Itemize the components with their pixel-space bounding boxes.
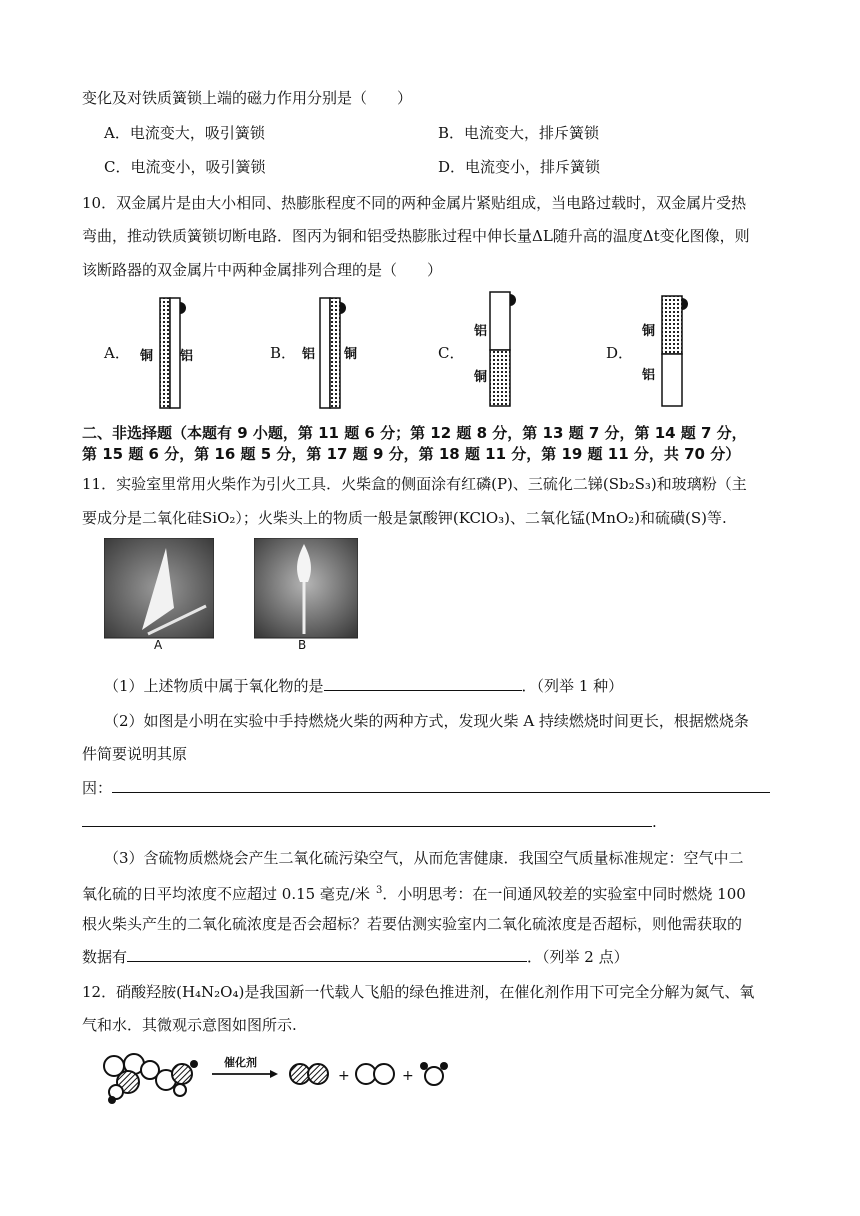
q11-part-1: [104, 676, 623, 696]
q12-reaction-diagram: [100, 1052, 450, 1106]
match-photo-b: [254, 538, 358, 650]
q11-part-3-data-label: 数据有: [82, 948, 128, 966]
q10-fig-b-left-metal: 铝: [302, 347, 316, 362]
q11-part-3-line-4: [82, 947, 629, 967]
q9-option-a[interactable]: A．电流变大，吸引簧锁: [104, 124, 265, 142]
q10-bimetal-c: [488, 290, 528, 410]
match-photo-a-label: A: [154, 638, 163, 650]
q11-part-2-line-3: [82, 778, 770, 798]
q10-fig-b-label[interactable]: B．: [270, 344, 297, 362]
q10-fig-d-top-metal: 铜: [642, 324, 656, 339]
q11-part-2-line-1: （2）如图是小明在实验中手持燃烧火柴的两种方式，发现火柴 A 持续燃烧时间更长，根据燃烧条: [104, 712, 749, 730]
q11-line-1: 11．实验室里常用火柴作为引火工具．火柴盒的侧面涂有红磷(P)、三硫化二锑(Sb₂S₃)和玻璃粉（主: [82, 475, 747, 493]
q10-line-3: 该断路器的双金属片中两种金属排列合理的是（ ）: [82, 261, 443, 279]
q10-line-2: 弯曲，推动铁质簧锁切断电路．图丙为铜和铝受热膨胀过程中伸长量ΔL随升高的温度Δt变化图像，则: [82, 227, 750, 245]
q11-part-3-answer-blank[interactable]: [127, 947, 527, 962]
plus-sign-2: +: [402, 1068, 414, 1084]
q11-part-2-answer-line-2: .: [82, 812, 657, 832]
q11-part-1-answer-blank[interactable]: [324, 676, 522, 691]
section-2-heading-line-1: 二、非选择题（本题有 9 小题，第 11 题 6 分；第 12 题 8 分，第 13 题 7 分，第 14 题 7 分，: [82, 424, 747, 442]
q11-part-1-text: （1）上述物质中属于氧化物的是: [104, 677, 324, 695]
q11-part-1-note: ．（列举 1 种）: [521, 677, 624, 695]
q11-part-3-line-3: 根火柴头产生的二氧化硫浓度是否会超标？若要估测实验室内二氧化硫浓度是否超标，则他需获取的: [82, 915, 743, 933]
q11-line-2: 要成分是二氧化硅SiO₂）；火柴头上的物质一般是氯酸钾(KClO₃)、二氧化锰(MnO₂)和硫磺(S)等.: [82, 509, 727, 527]
q10-fig-c-label[interactable]: C．: [438, 344, 465, 362]
q11-part-2-line-2: 件简要说明其原: [82, 745, 188, 763]
q9-option-d[interactable]: D．电流变小，排斥簧锁: [438, 158, 601, 176]
q10-fig-a-right-metal: 铝: [180, 349, 194, 364]
q11-part-3-line-2-pre: 氧化硫的日平均浓度不应超过 0.15 毫克/米: [82, 885, 370, 903]
q11-part-3-line-2: [82, 881, 746, 904]
q10-fig-c-top-metal: 铝: [474, 324, 488, 339]
q9-stem-tail: 变化及对铁质簧锁上端的磁力作用分别是（ ）: [82, 89, 413, 107]
q11-part-2-reason-label: 因：: [82, 779, 113, 797]
section-2-heading-line-2: 第 15 题 6 分，第 16 题 5 分，第 17 题 9 分，第 18 题 11 分，第 19 题 11 分，共 70 分）: [82, 445, 741, 463]
q10-fig-a-left-metal: 铜: [140, 349, 154, 364]
q9-option-c[interactable]: C．电流变小，吸引簧锁: [104, 158, 266, 176]
q10-fig-d-bottom-metal: 铝: [642, 368, 656, 383]
q12-line-1: 12．硝酸羟胺(H₄N₂O₄)是我国新一代载人飞船的绿色推进剂，在催化剂作用下可完全分解为氮气、氧: [82, 983, 755, 1001]
q11-part-3-superscript: 3: [376, 885, 383, 896]
q10-line-1: 10．双金属片是由大小相同、热膨胀程度不同的两种金属片紧贴组成，当电路过载时，双金属片受热: [82, 194, 747, 212]
q12-line-2: 气和水．其微观示意图如图所示.: [82, 1016, 297, 1034]
q10-fig-b-right-metal: 铜: [344, 347, 358, 362]
q11-part-2-answer-blank-2[interactable]: [82, 812, 652, 827]
catalyst-label: 催化剂: [224, 1056, 257, 1069]
match-photo-a: [104, 538, 214, 650]
q9-option-b[interactable]: B．电流变大，排斥簧锁: [438, 124, 600, 142]
match-photo-b-label: B: [298, 638, 307, 650]
q11-part-3-note: ．（列举 2 点）: [527, 948, 629, 966]
q10-fig-d-label[interactable]: D．: [606, 344, 634, 362]
plus-sign-1: +: [338, 1068, 350, 1084]
q11-part-2-answer-blank-1[interactable]: [112, 778, 770, 793]
q11-part-3-line-2-post: ．小明思考：在一间通风较差的实验室中同时燃烧 100: [382, 885, 746, 903]
q10-fig-c-bottom-metal: 铜: [474, 370, 488, 385]
q10-fig-a-label[interactable]: A．: [104, 344, 130, 362]
q10-bimetal-d: [660, 294, 700, 410]
q11-part-3-line-1: （3）含硫物质燃烧会产生二氧化硫污染空气，从而危害健康．我国空气质量标准规定：空气中二: [104, 849, 744, 867]
